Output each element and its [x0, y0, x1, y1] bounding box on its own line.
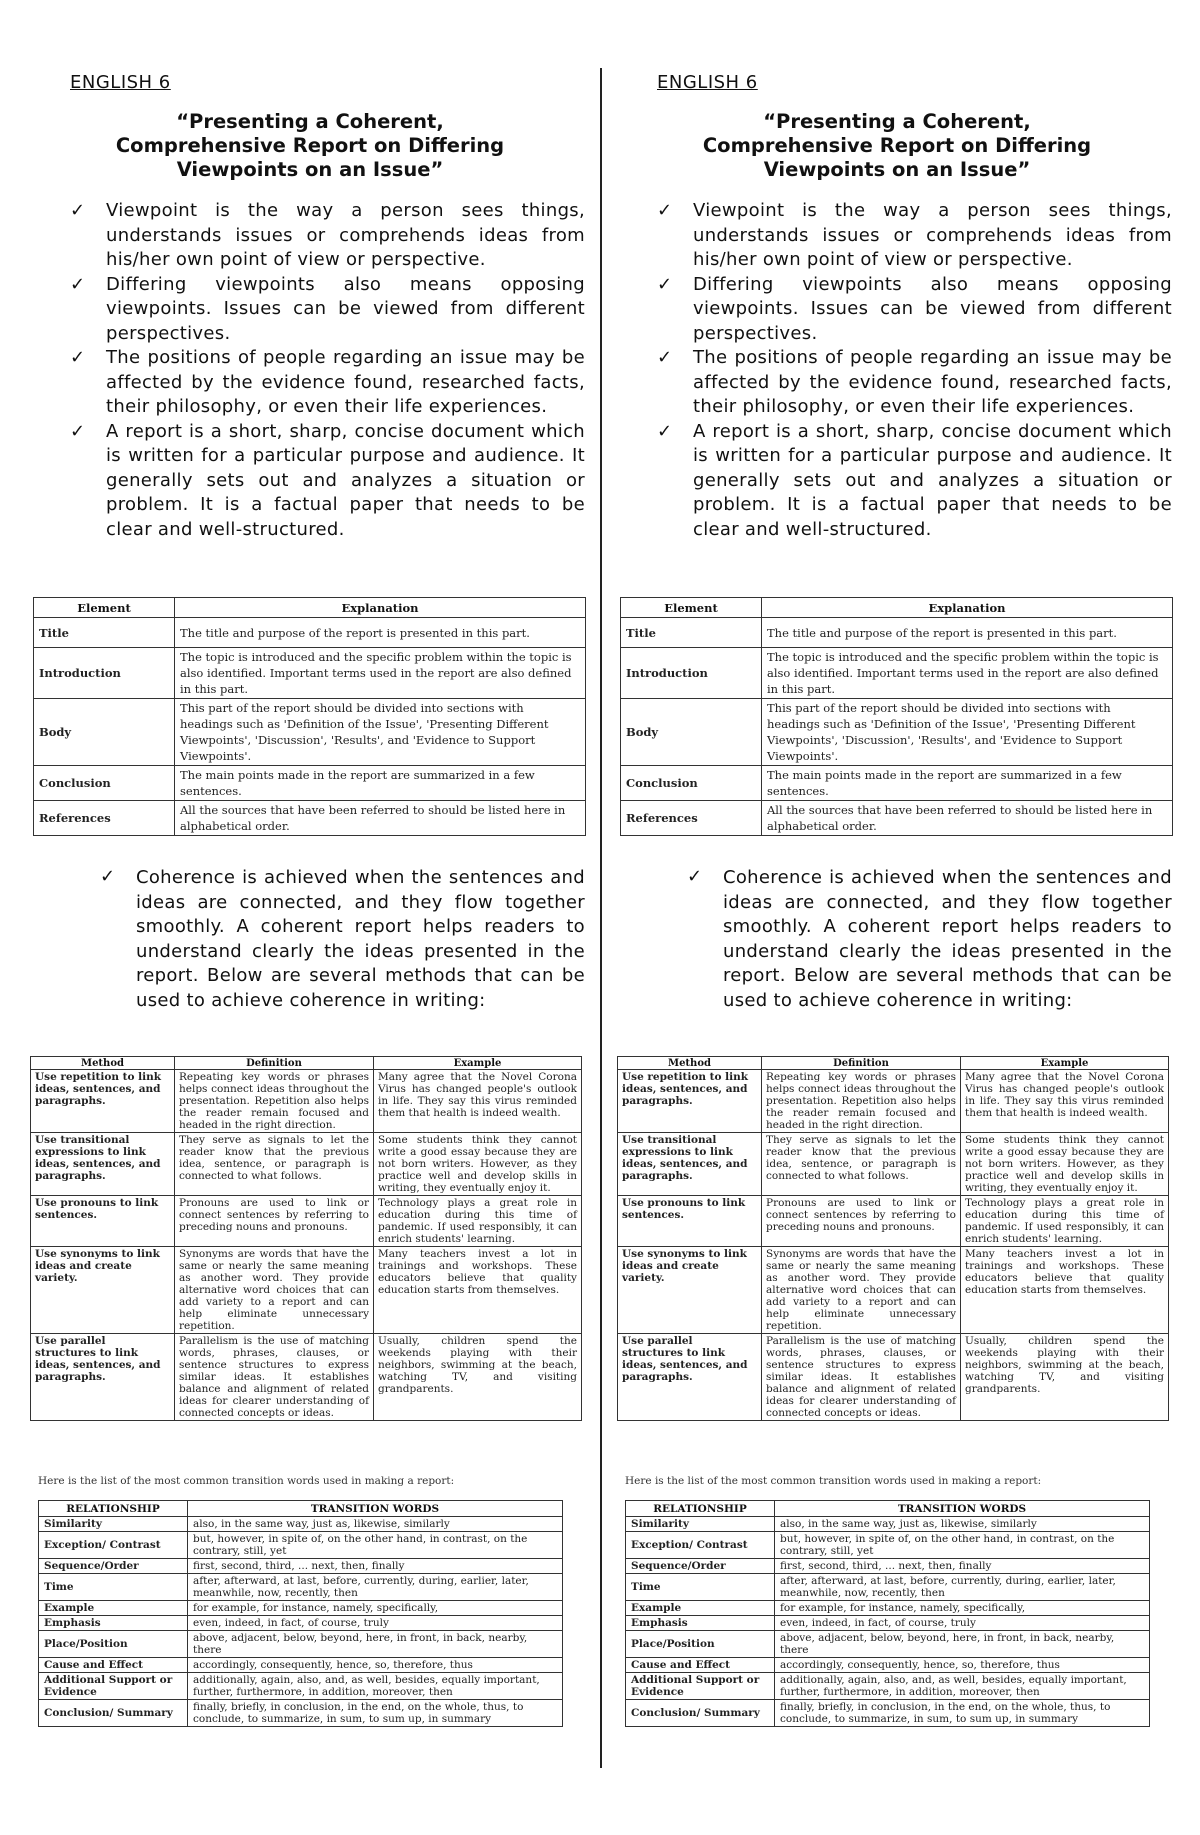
element-cell: Body	[34, 699, 175, 766]
lesson-title: “Presenting a Coherent, Comprehensive Report on Differing Viewpoints on an Issue”	[115, 110, 505, 181]
table-row	[34, 801, 586, 836]
handout-right	[617, 0, 1182, 1835]
transition-words-cell: even, indeed, in fact, of course, truly	[775, 1616, 1150, 1631]
key-point	[657, 199, 1172, 273]
element-cell: Conclusion	[34, 766, 175, 801]
key-point	[70, 420, 585, 543]
explanation-cell: All the sources that have been referred to should be listed here in alphabetical order.	[175, 801, 586, 836]
method-cell: Use transitional expressions to link ideas, sentences, and paragraphs.	[31, 1133, 175, 1196]
definition-cell: They serve as signals to let the reader know that the previous idea, sentence, or paragraph is connected to what follows.	[762, 1133, 961, 1196]
explanation-cell: The title and purpose of the report is presented in this part.	[175, 618, 586, 648]
check-icon: ✓	[70, 273, 86, 295]
element-cell: Title	[34, 618, 175, 648]
transition-words-cell: additionally, again, also, and, as well, besides, equally important, further, furthermore, in addition, moreover, then	[188, 1673, 563, 1700]
table-row	[39, 1559, 563, 1574]
element-cell: References	[34, 801, 175, 836]
key-point	[70, 273, 585, 347]
transition-words-cell: finally, briefly, in conclusion, in the end, on the whole, thus, to conclude, to summarize, in sum, to sum up, in summary	[188, 1700, 563, 1727]
key-point	[657, 420, 1172, 543]
key-points-list	[657, 199, 1172, 542]
explanation-cell: The topic is introduced and the specific problem within the topic is also identified. Important terms used in the report are also defined in this part.	[175, 648, 586, 699]
relationship-cell: Additional Support or Evidence	[39, 1673, 188, 1700]
subject-heading: ENGLISH 6	[70, 72, 171, 93]
relationship-cell: Emphasis	[626, 1616, 775, 1631]
element-cell: Body	[621, 699, 762, 766]
table-row	[39, 1616, 563, 1631]
report-elements-table	[33, 597, 586, 836]
key-point	[70, 199, 585, 273]
report-elements-table	[620, 597, 1173, 836]
column-header: RELATIONSHIP	[39, 1501, 188, 1517]
coherence-methods-table	[30, 1056, 582, 1421]
key-point-text: A report is a short, sharp, concise document which is written for a particular purpose and audience. It generally sets out and analyzes a situation or problem. It is a factual paper that needs to be clear and well-structured.	[106, 420, 585, 540]
table-row	[618, 1196, 1169, 1247]
relationship-cell: Sequence/Order	[39, 1559, 188, 1574]
relationship-cell: Place/Position	[39, 1631, 188, 1658]
element-cell: Introduction	[621, 648, 762, 699]
element-cell: Title	[621, 618, 762, 648]
column-header: RELATIONSHIP	[626, 1501, 775, 1517]
transition-words-cell: for example, for instance, namely, specifically,	[188, 1601, 563, 1616]
check-icon: ✓	[70, 420, 86, 442]
definition-cell: Repeating key words or phrases helps connect ideas throughout the presentation. Repetition also helps the reader remain focused and headed in the right direction.	[762, 1070, 961, 1133]
table-row	[39, 1673, 563, 1700]
table-row	[621, 801, 1173, 836]
table-row	[626, 1574, 1150, 1601]
table-row	[39, 1532, 563, 1559]
table-row	[618, 1334, 1169, 1421]
column-header: Element	[621, 598, 762, 618]
column-header: Method	[618, 1057, 762, 1070]
example-cell: Technology plays a great role in education during this time of pandemic. If used responsibly, it can enrich students' learning.	[374, 1196, 582, 1247]
table-header-row	[39, 1501, 563, 1517]
column-header: Element	[34, 598, 175, 618]
table-row	[39, 1658, 563, 1673]
column-header: Example	[961, 1057, 1169, 1070]
transition-words-cell: finally, briefly, in conclusion, in the end, on the whole, thus, to conclude, to summarize, in sum, to sum up, in summary	[775, 1700, 1150, 1727]
check-icon: ✓	[657, 273, 673, 295]
transition-words-cell: above, adjacent, below, beyond, here, in front, in back, nearby, there	[775, 1631, 1150, 1658]
relationship-cell: Similarity	[626, 1517, 775, 1532]
table-row	[621, 648, 1173, 699]
table-row	[618, 1133, 1169, 1196]
example-cell: Some students think they cannot write a good essay because they are not born writers. However, as they practice well and develop skills in writing, they eventually enjoy it.	[961, 1133, 1169, 1196]
table-row	[31, 1247, 582, 1334]
relationship-cell: Time	[39, 1574, 188, 1601]
column-header: Example	[374, 1057, 582, 1070]
method-cell: Use repetition to link ideas, sentences, and paragraphs.	[618, 1070, 762, 1133]
definition-cell: Synonyms are words that have the same or nearly the same meaning as another word. They provide alternative word choices that can add variety to a report and can help eliminate unnecessary repetition.	[762, 1247, 961, 1334]
key-point	[657, 346, 1172, 420]
check-icon: ✓	[657, 420, 673, 442]
method-cell: Use synonyms to link ideas and create variety.	[31, 1247, 175, 1334]
transition-words-cell: accordingly, consequently, hence, so, therefore, thus	[188, 1658, 563, 1673]
explanation-cell: The main points made in the report are summarized in a few sentences.	[175, 766, 586, 801]
relationship-cell: Similarity	[39, 1517, 188, 1532]
lesson-title: “Presenting a Coherent, Comprehensive Report on Differing Viewpoints on an Issue”	[702, 110, 1092, 181]
coherence-methods-table	[617, 1056, 1169, 1421]
check-icon: ✓	[687, 866, 703, 887]
transition-words-cell: after, afterward, at last, before, currently, during, earlier, later, meanwhile, now, recently, then	[775, 1574, 1150, 1601]
table-row	[31, 1133, 582, 1196]
check-icon: ✓	[70, 347, 86, 368]
example-cell: Many agree that the Novel Corona Virus has changed people's outlook in life. They say this virus reminded them that health is indeed wealth.	[961, 1070, 1169, 1133]
relationship-cell: Exception/ Contrast	[626, 1532, 775, 1559]
table-header-row	[618, 1057, 1169, 1070]
column-header: TRANSITION WORDS	[188, 1501, 563, 1517]
table-row	[31, 1070, 582, 1133]
definition-cell: Parallelism is the use of matching words, phrases, clauses, or sentence structures to express similar ideas. It establishes balance and alignment of related ideas for clearer understanding of connected concepts or ideas.	[175, 1334, 374, 1421]
table-row	[618, 1070, 1169, 1133]
key-point-text: The positions of people regarding an issue may be affected by the evidence found, researched facts, their philosophy, or even their life experiences.	[693, 347, 1172, 417]
transition-words-cell: also, in the same way, just as, likewise, similarly	[188, 1517, 563, 1532]
table-row	[626, 1658, 1150, 1673]
transition-words-cell: also, in the same way, just as, likewise, similarly	[775, 1517, 1150, 1532]
transition-words-table	[38, 1500, 563, 1727]
table-row	[34, 648, 586, 699]
relationship-cell: Sequence/Order	[626, 1559, 775, 1574]
explanation-cell: The main points made in the report are summarized in a few sentences.	[762, 766, 1173, 801]
column-header: Explanation	[175, 598, 586, 618]
transition-words-cell: for example, for instance, namely, specifically,	[775, 1601, 1150, 1616]
table-row	[34, 699, 586, 766]
table-row	[31, 1196, 582, 1247]
table-row	[626, 1517, 1150, 1532]
table-row	[39, 1700, 563, 1727]
table-header-row	[31, 1057, 582, 1070]
transition-words-cell: above, adjacent, below, beyond, here, in front, in back, nearby, there	[188, 1631, 563, 1658]
table-row	[621, 618, 1173, 648]
table-row	[626, 1673, 1150, 1700]
check-icon: ✓	[70, 200, 86, 221]
table-row	[626, 1631, 1150, 1658]
example-cell: Technology plays a great role in education during this time of pandemic. If used responsibly, it can enrich students' learning.	[961, 1196, 1169, 1247]
table-row	[626, 1616, 1150, 1631]
definition-cell: Synonyms are words that have the same or nearly the same meaning as another word. They provide alternative word choices that can add variety to a report and can help eliminate unnecessary repetition.	[175, 1247, 374, 1334]
definition-cell: Parallelism is the use of matching words, phrases, clauses, or sentence structures to express similar ideas. It establishes balance and alignment of related ideas for clearer understanding of connected concepts or ideas.	[762, 1334, 961, 1421]
relationship-cell: Exception/ Contrast	[39, 1532, 188, 1559]
table-header-row	[626, 1501, 1150, 1517]
coherence-point	[100, 866, 585, 1013]
transition-words-cell: but, however, in spite of, on the other hand, in contrast, on the contrary, still, yet	[188, 1532, 563, 1559]
transition-list-intro: Here is the list of the most common transition words used in making a report:	[625, 1475, 1042, 1487]
explanation-cell: This part of the report should be divided into sections with headings such as 'Definition of the Issue', 'Presenting Different Viewpoints', 'Discussion', 'Results', and 'Evidence to Support Viewpoints'.	[762, 699, 1173, 766]
table-header-row	[621, 598, 1173, 618]
relationship-cell: Cause and Effect	[39, 1658, 188, 1673]
relationship-cell: Place/Position	[626, 1631, 775, 1658]
method-cell: Use pronouns to link sentences.	[31, 1196, 175, 1247]
table-row	[626, 1559, 1150, 1574]
relationship-cell: Conclusion/ Summary	[626, 1700, 775, 1727]
transition-words-table	[625, 1500, 1150, 1727]
example-cell: Usually, children spend the weekends playing with their neighbors, swimming at the beach, watching TV, and visiting grandparents.	[961, 1334, 1169, 1421]
relationship-cell: Conclusion/ Summary	[39, 1700, 188, 1727]
relationship-cell: Time	[626, 1574, 775, 1601]
key-point	[70, 346, 585, 420]
coherence-text: Coherence is achieved when the sentences and ideas are connected, and they flow together smoothly. A coherent report helps readers to understand clearly the ideas presented in the report. Below are several methods that can be used to achieve coherence in writing:	[136, 867, 585, 1011]
table-row	[31, 1334, 582, 1421]
transition-words-cell: but, however, in spite of, on the other hand, in contrast, on the contrary, still, yet	[775, 1532, 1150, 1559]
example-cell: Many teachers invest a lot in trainings and workshops. These educators believe that quality education starts from themselves.	[961, 1247, 1169, 1334]
explanation-cell: This part of the report should be divided into sections with headings such as 'Definition of the Issue', 'Presenting Different Viewpoints', 'Discussion', 'Results', and 'Evidence to Support Viewpoints'.	[175, 699, 586, 766]
relationship-cell: Example	[626, 1601, 775, 1616]
table-row	[39, 1574, 563, 1601]
table-row	[34, 618, 586, 648]
transition-words-cell: after, afterward, at last, before, currently, during, earlier, later, meanwhile, now, recently, then	[188, 1574, 563, 1601]
element-cell: References	[621, 801, 762, 836]
transition-words-cell: additionally, again, also, and, as well, besides, equally important, further, furthermore, in addition, moreover, then	[775, 1673, 1150, 1700]
check-icon: ✓	[657, 347, 673, 368]
handout-left	[30, 0, 595, 1835]
table-row	[39, 1601, 563, 1616]
column-header: Definition	[762, 1057, 961, 1070]
key-point-text: Viewpoint is the way a person sees things, understands issues or comprehends ideas from his/her own point of view or perspective.	[106, 200, 585, 270]
method-cell: Use parallel structures to link ideas, sentences, and paragraphs.	[31, 1334, 175, 1421]
table-row	[39, 1517, 563, 1532]
table-row	[626, 1532, 1150, 1559]
table-row	[626, 1700, 1150, 1727]
method-cell: Use pronouns to link sentences.	[618, 1196, 762, 1247]
table-row	[621, 766, 1173, 801]
table-row	[618, 1247, 1169, 1334]
example-cell: Usually, children spend the weekends playing with their neighbors, swimming at the beach, watching TV, and visiting grandparents.	[374, 1334, 582, 1421]
definition-cell: Pronouns are used to link or connect sentences by referring to preceding nouns and pronouns.	[175, 1196, 374, 1247]
subject-heading: ENGLISH 6	[657, 72, 758, 93]
method-cell: Use repetition to link ideas, sentences, and paragraphs.	[31, 1070, 175, 1133]
key-point	[657, 273, 1172, 347]
table-row	[621, 699, 1173, 766]
definition-cell: They serve as signals to let the reader know that the previous idea, sentence, or paragraph is connected to what follows.	[175, 1133, 374, 1196]
explanation-cell: All the sources that have been referred to should be listed here in alphabetical order.	[762, 801, 1173, 836]
element-cell: Conclusion	[621, 766, 762, 801]
relationship-cell: Emphasis	[39, 1616, 188, 1631]
relationship-cell: Cause and Effect	[626, 1658, 775, 1673]
key-point-text: Differing viewpoints also means opposing viewpoints. Issues can be viewed from different perspectives.	[693, 273, 1172, 344]
transition-words-cell: even, indeed, in fact, of course, truly	[188, 1616, 563, 1631]
relationship-cell: Example	[39, 1601, 188, 1616]
coherence-point	[687, 866, 1172, 1013]
relationship-cell: Additional Support or Evidence	[626, 1673, 775, 1700]
column-header: Explanation	[762, 598, 1173, 618]
element-cell: Introduction	[34, 648, 175, 699]
example-cell: Many teachers invest a lot in trainings and workshops. These educators believe that quality education starts from themselves.	[374, 1247, 582, 1334]
table-row	[626, 1601, 1150, 1616]
table-header-row	[34, 598, 586, 618]
explanation-cell: The topic is introduced and the specific problem within the topic is also identified. Important terms used in the report are also defined in this part.	[762, 648, 1173, 699]
explanation-cell: The title and purpose of the report is presented in this part.	[762, 618, 1173, 648]
transition-words-cell: first, second, third, ... next, then, finally	[775, 1559, 1150, 1574]
transition-words-cell: accordingly, consequently, hence, so, therefore, thus	[775, 1658, 1150, 1673]
coherence-text: Coherence is achieved when the sentences and ideas are connected, and they flow together smoothly. A coherent report helps readers to understand clearly the ideas presented in the report. Below are several methods that can be used to achieve coherence in writing:	[723, 867, 1172, 1011]
example-cell: Some students think they cannot write a good essay because they are not born writers. However, as they practice well and develop skills in writing, they eventually enjoy it.	[374, 1133, 582, 1196]
definition-cell: Repeating key words or phrases helps connect ideas throughout the presentation. Repetition also helps the reader remain focused and headed in the right direction.	[175, 1070, 374, 1133]
method-cell: Use transitional expressions to link ideas, sentences, and paragraphs.	[618, 1133, 762, 1196]
definition-cell: Pronouns are used to link or connect sentences by referring to preceding nouns and pronouns.	[762, 1196, 961, 1247]
column-header: Method	[31, 1057, 175, 1070]
key-point-text: A report is a short, sharp, concise document which is written for a particular purpose and audience. It generally sets out and analyzes a situation or problem. It is a factual paper that needs to be clear and well-structured.	[693, 420, 1172, 540]
example-cell: Many agree that the Novel Corona Virus has changed people's outlook in life. They say this virus reminded them that health is indeed wealth.	[374, 1070, 582, 1133]
key-point-text: The positions of people regarding an issue may be affected by the evidence found, researched facts, their philosophy, or even their life experiences.	[106, 347, 585, 417]
key-points-list	[70, 199, 585, 542]
column-header: TRANSITION WORDS	[775, 1501, 1150, 1517]
check-icon: ✓	[100, 866, 116, 887]
transition-words-cell: first, second, third, ... next, then, finally	[188, 1559, 563, 1574]
method-cell: Use parallel structures to link ideas, sentences, and paragraphs.	[618, 1334, 762, 1421]
key-point-text: Differing viewpoints also means opposing viewpoints. Issues can be viewed from different perspectives.	[106, 273, 585, 344]
key-point-text: Viewpoint is the way a person sees things, understands issues or comprehends ideas from his/her own point of view or perspective.	[693, 200, 1172, 270]
table-row	[39, 1631, 563, 1658]
check-icon: ✓	[657, 200, 673, 221]
transition-list-intro: Here is the list of the most common transition words used in making a report:	[38, 1475, 455, 1487]
method-cell: Use synonyms to link ideas and create variety.	[618, 1247, 762, 1334]
column-divider	[600, 68, 602, 1768]
column-header: Definition	[175, 1057, 374, 1070]
table-row	[34, 766, 586, 801]
